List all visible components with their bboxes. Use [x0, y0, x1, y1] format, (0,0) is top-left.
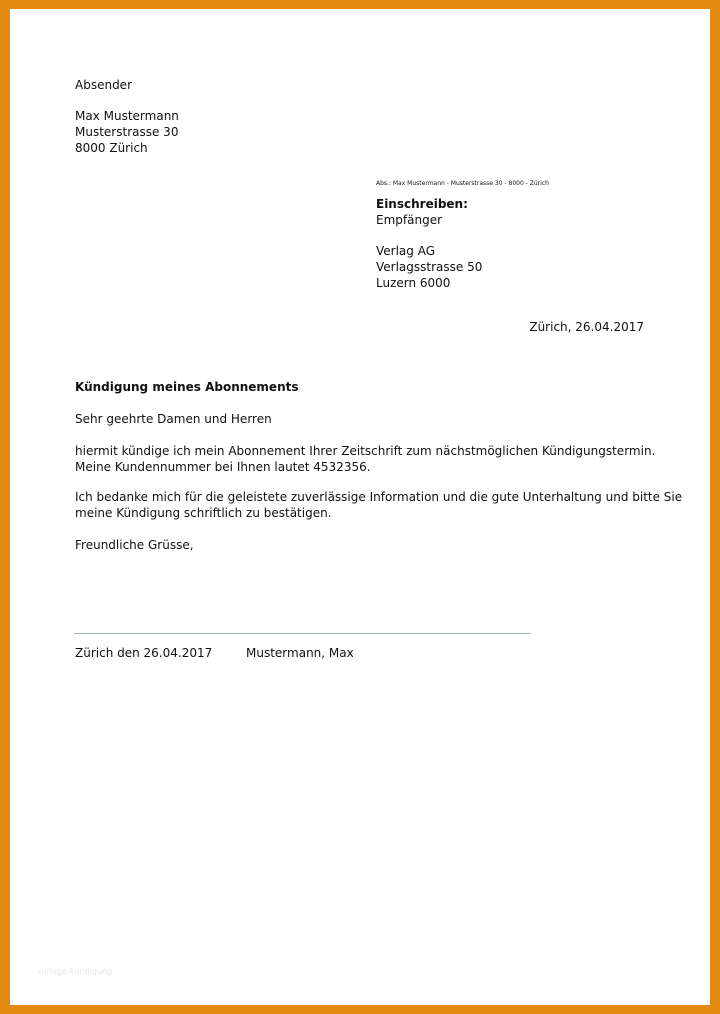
letter-closing: Freundliche Grüsse,	[75, 538, 194, 552]
body-paragraph-1-line-2: Meine Kundennummer bei Ihnen lautet 4532356.	[75, 460, 371, 474]
mail-type: Einschreiben:	[376, 197, 468, 211]
letter-subject: Kündigung meines Abonnements	[75, 380, 299, 394]
recipient-company: Verlag AG	[376, 244, 436, 258]
letter-salutation: Sehr geehrte Damen und Herren	[75, 412, 272, 426]
letter-page	[10, 9, 710, 1005]
recipient-street: Verlagsstrasse 50	[376, 260, 483, 274]
body-paragraph-1-line-1: hiermit kündige ich mein Abonnement Ihrer Zeitschrift zum nächstmöglichen Kündigungstermin.	[75, 444, 656, 458]
letter-date: Zürich, 26.04.2017	[529, 320, 644, 334]
body-paragraph-2-line-2: meine Kündigung schriftlich zu bestätigen.	[75, 506, 332, 520]
watermark: vorlage-kündigung	[37, 967, 113, 976]
signature-name: Mustermann, Max	[246, 646, 354, 660]
body-paragraph-2-line-1: Ich bedanke mich für die geleistete zuverlässige Information und die gute Unterhaltung und bitte Sie	[75, 490, 683, 504]
sender-city: 8000 Zürich	[75, 141, 148, 155]
sender-heading: Absender	[75, 78, 132, 92]
sender-name: Max Mustermann	[75, 109, 179, 123]
recipient-city: Luzern 6000	[376, 276, 451, 290]
signature-place-date: Zürich den 26.04.2017	[75, 646, 213, 660]
sender-street: Musterstrasse 30	[75, 125, 179, 139]
signature-line	[74, 633, 531, 634]
recipient-label: Empfänger	[376, 213, 443, 227]
return-address-line: Abs.: Max Mustermann - Musterstrasse 30 - 8000 - Zürich	[376, 180, 549, 187]
